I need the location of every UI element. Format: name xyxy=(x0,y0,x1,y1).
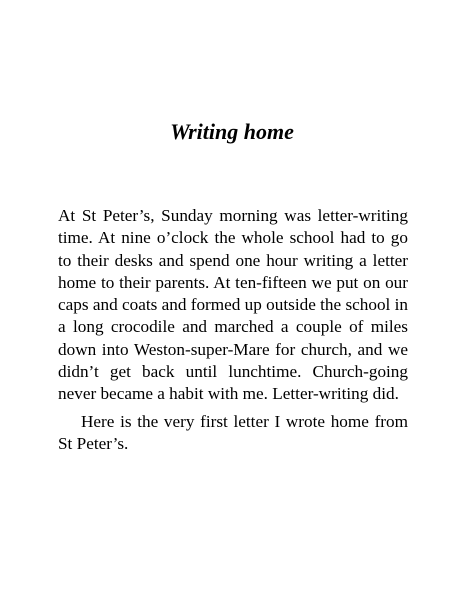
paragraph-1: At St Peter’s, Sunday morning was letter-writing time. At nine o’clock the whole school had to go to their desks and spend one hour writing a letter home to their parents. At ten-fifteen we put on our caps and coats and formed up outside the school in a long crocodile and marched a couple of miles down into Weston-super-Mare for church, and we didn’t get back until lunchtime. Church-going never became a habit with me. Letter-writing did. xyxy=(58,206,408,404)
chapter-body xyxy=(58,205,408,455)
paragraph-2: Here is the very first letter I wrote home from St Peter’s. xyxy=(58,411,408,453)
chapter-title: Writing home xyxy=(170,119,294,144)
